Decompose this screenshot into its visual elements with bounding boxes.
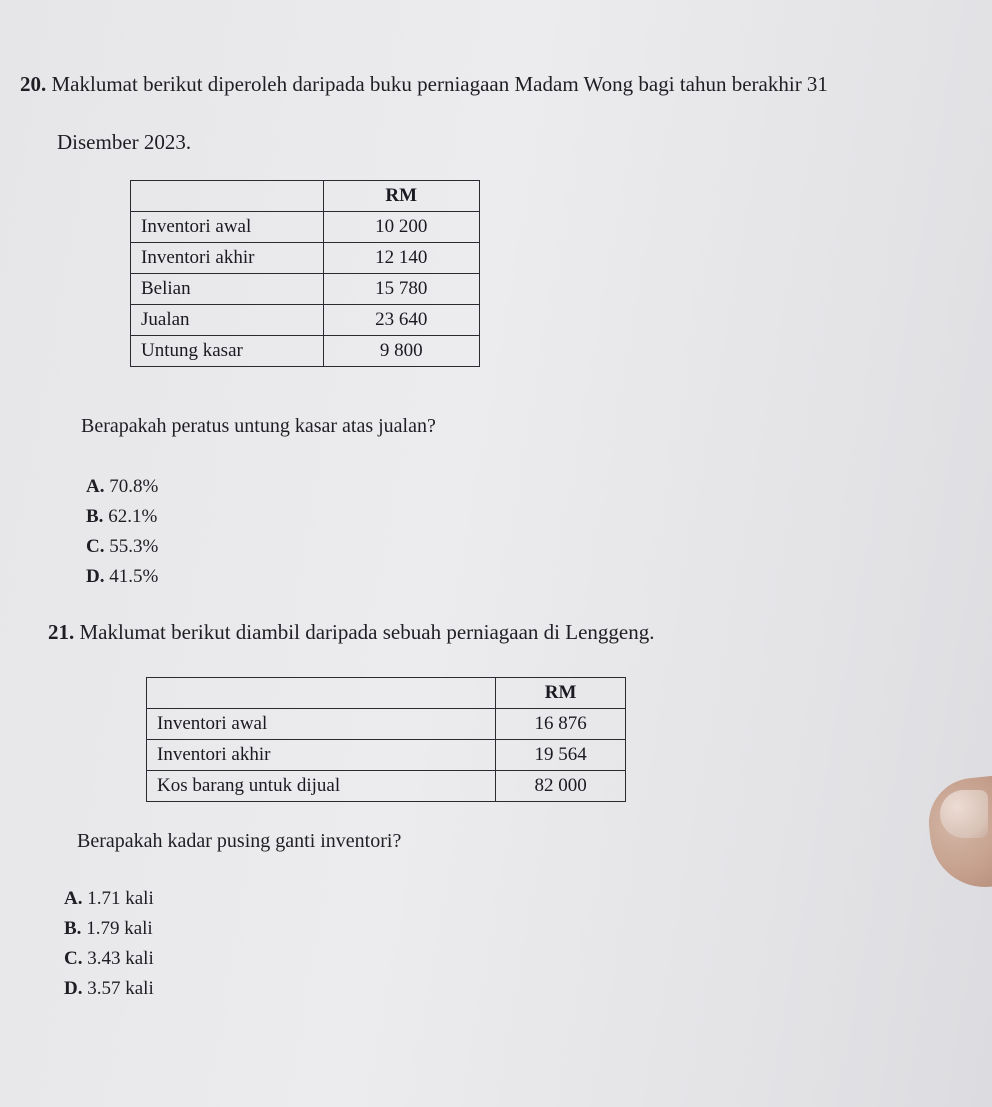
table-header-row: [147, 678, 626, 709]
option-d[interactable]: [86, 562, 158, 592]
question-21-line1: Maklumat berikut diambil daripada sebuah perniagaan di Lenggeng.: [79, 620, 655, 644]
question-21-options: [64, 884, 154, 1004]
table-header-rm: RM: [323, 181, 480, 212]
option-letter: A.: [86, 476, 105, 497]
option-text: 70.8%: [109, 476, 159, 497]
fingernail-shape: [940, 790, 988, 838]
table-row-label: Inventori awal: [131, 212, 324, 243]
option-text: 62.1%: [108, 506, 158, 527]
question-20-number: 20.: [20, 72, 47, 96]
option-letter: D.: [64, 978, 83, 999]
option-text: 3.57 kali: [87, 978, 154, 999]
option-letter: B.: [64, 918, 82, 939]
table-row-value: 16 876: [496, 709, 626, 740]
table-row: [147, 740, 626, 771]
table-row-value: 10 200: [323, 212, 480, 243]
option-a[interactable]: [86, 472, 158, 502]
option-c[interactable]: [64, 944, 154, 974]
option-text: 41.5%: [109, 566, 159, 587]
table-row: [131, 274, 480, 305]
table-row-label: Belian: [131, 274, 324, 305]
table-row-label: Inventori akhir: [131, 243, 324, 274]
table-row-value: 12 140: [323, 243, 480, 274]
question-21-number: 21.: [48, 620, 75, 644]
question-20-prompt: Berapakah peratus untung kasar atas jualan?: [81, 415, 436, 437]
table-row: [131, 336, 480, 367]
table-row-label: Inventori akhir: [147, 740, 496, 771]
table-row: [131, 243, 480, 274]
option-text: 1.79 kali: [86, 918, 153, 939]
table-row-label: Jualan: [131, 305, 324, 336]
table-row: [131, 212, 480, 243]
option-d[interactable]: [64, 974, 154, 1004]
question-20-options: [86, 472, 158, 592]
table-row-label: Inventori awal: [147, 709, 496, 740]
option-letter: C.: [64, 948, 83, 969]
table-cell-empty: [131, 181, 324, 212]
table-row-value: 82 000: [496, 771, 626, 802]
question-20-stem: [20, 70, 980, 98]
option-c[interactable]: [86, 532, 158, 562]
table-row: [131, 305, 480, 336]
option-a[interactable]: [64, 884, 154, 914]
table-row: [147, 771, 626, 802]
question-21-stem: [48, 618, 654, 646]
question-20-table: [130, 180, 480, 367]
question-21-prompt: Berapakah kadar pusing ganti inventori?: [77, 830, 402, 852]
table-row-value: 9 800: [323, 336, 480, 367]
table-row-label: Kos barang untuk dijual: [147, 771, 496, 802]
option-letter: D.: [86, 566, 105, 587]
question-20-line2: Disember 2023.: [57, 130, 192, 154]
option-b[interactable]: [64, 914, 154, 944]
question-21-table: [146, 677, 626, 802]
table-header-row: [131, 181, 480, 212]
table-row-value: 23 640: [323, 305, 480, 336]
table-row-value: 19 564: [496, 740, 626, 771]
table-row-value: 15 780: [323, 274, 480, 305]
option-letter: A.: [64, 888, 83, 909]
table-cell-empty: [147, 678, 496, 709]
option-text: 1.71 kali: [87, 888, 154, 909]
question-20-line1: Maklumat berikut diperoleh daripada buku perniagaan Madam Wong bagi tahun berakhir 31: [51, 72, 828, 96]
option-text: 3.43 kali: [87, 948, 154, 969]
option-text: 55.3%: [109, 536, 159, 557]
table-row-label: Untung kasar: [131, 336, 324, 367]
table-row: [147, 709, 626, 740]
option-b[interactable]: [86, 502, 158, 532]
option-letter: C.: [86, 536, 105, 557]
option-letter: B.: [86, 506, 104, 527]
table-header-rm: RM: [496, 678, 626, 709]
